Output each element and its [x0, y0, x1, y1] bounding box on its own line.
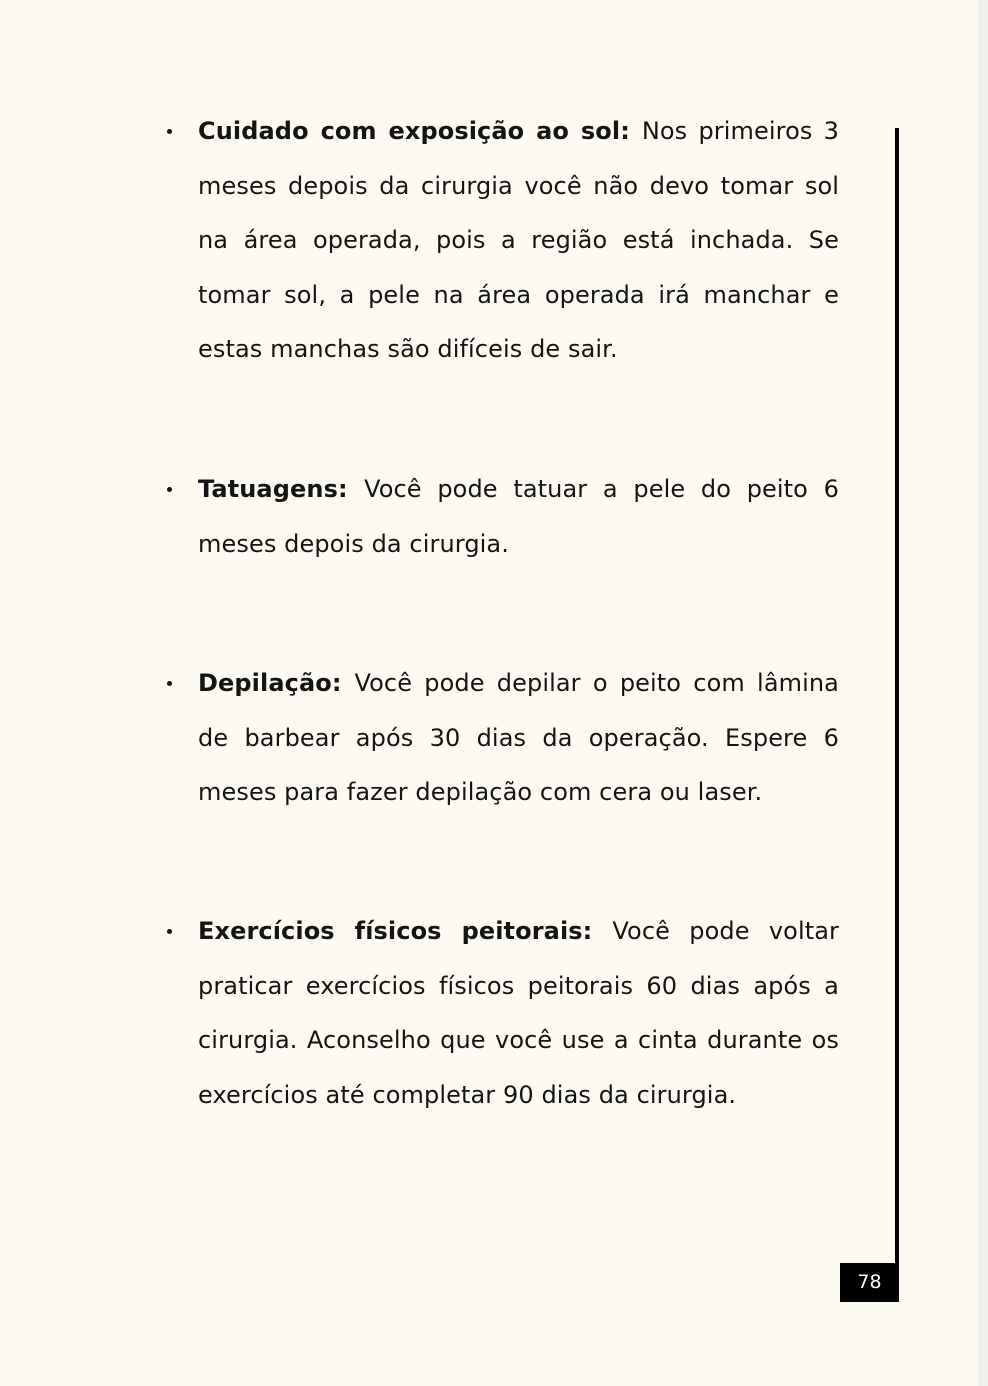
bullet-icon	[167, 487, 172, 492]
item-title: Exercícios físicos peitorais:	[198, 917, 613, 945]
bullet-icon	[167, 681, 172, 686]
page-number: 78	[840, 1263, 899, 1302]
item-title: Cuidado com exposição ao sol:	[198, 117, 642, 145]
vertical-rule	[895, 128, 899, 1268]
item-title: Depilação:	[198, 669, 355, 697]
item-title: Tatuagens:	[198, 475, 365, 503]
list-item-sun-exposure	[198, 104, 839, 377]
list-item-chest-exercises	[198, 904, 839, 1122]
item-text: Você pode tatuar a pele do peito 6 meses depois da cirurgia.	[198, 475, 840, 558]
item-text: Você pode depilar o peito com lâmina de barbear após 30 dias da operação. Espere 6 meses para fazer depilação com cera ou laser.	[198, 669, 839, 806]
list-item-hair-removal	[198, 656, 839, 820]
item-text: Nos primeiros 3 meses depois da cirurgia você não devo tomar sol na área operada, pois a região está inchada. Se tomar sol, a pele na área operada irá manchar e estas manchas são difíceis de sair.	[198, 117, 839, 363]
item-text: Você pode voltar praticar exercícios físicos peitorais 60 dias após a cirurgia. Aconselho que você use a cinta durante os exercícios até completar 90 dias da cirurgia.	[198, 917, 840, 1109]
bullet-icon	[167, 929, 172, 934]
list-item-tattoos	[198, 462, 839, 571]
bullet-icon	[167, 129, 172, 134]
